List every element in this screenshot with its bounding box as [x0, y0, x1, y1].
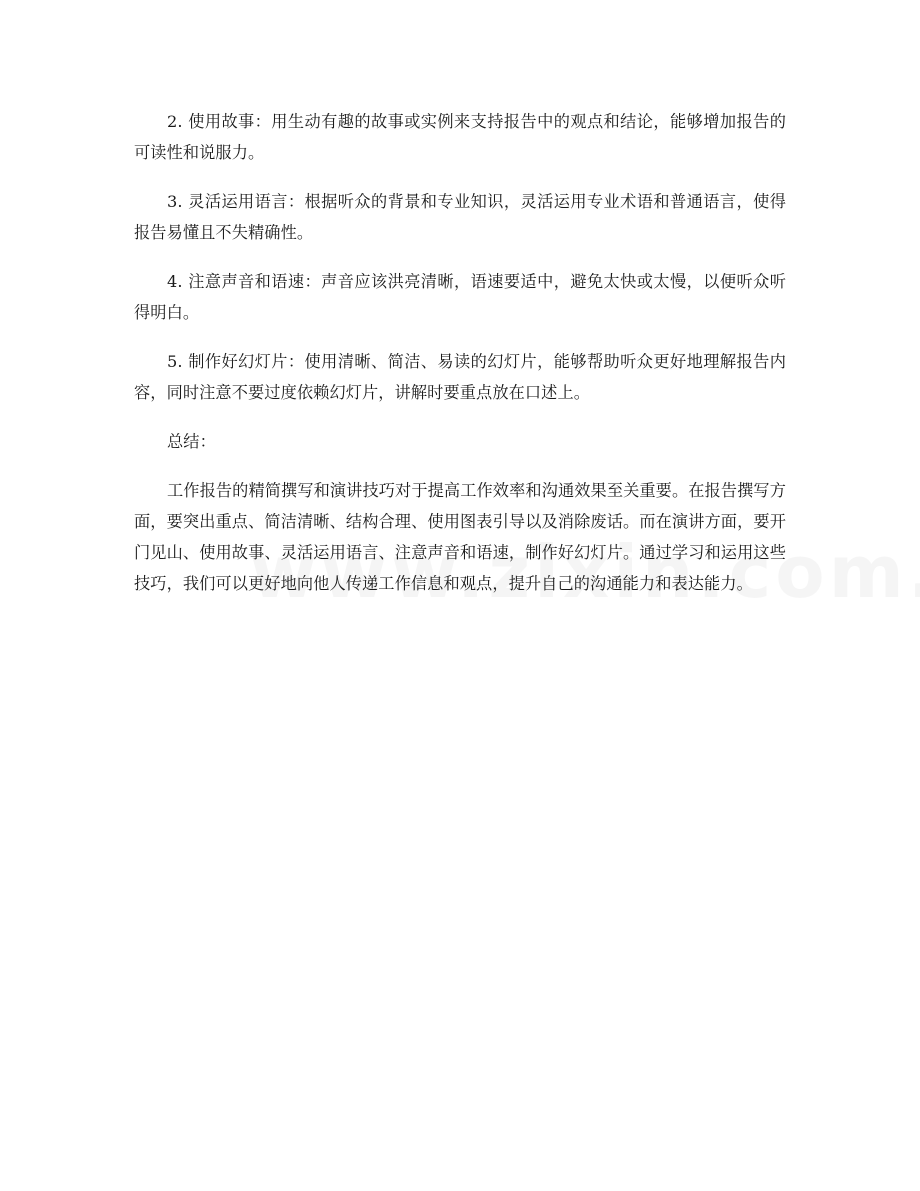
paragraph-item-4: 4. 注意声音和语速：声音应该洪亮清晰，语速要适中，避免太快或太慢，以便听众听得明白。	[134, 272, 786, 322]
summary-heading: 总结：	[167, 432, 216, 451]
paragraph-item-5: 5. 制作好幻灯片：使用清晰、简洁、易读的幻灯片，能够帮助听众更好地理解报告内容，同时注意不要过度依赖幻灯片，讲解时要重点放在口述上。	[134, 352, 786, 402]
document-body	[134, 106, 786, 617]
summary-paragraph: 工作报告的精简撰写和演讲技巧对于提高工作效率和沟通效果至关重要。在报告撰写方面，要突出重点、简洁清晰、结构合理、使用图表引导以及消除废话。而在演讲方面，要开门见山、使用故事、灵活运用语言、注意声音和语速，制作好幻灯片。通过学习和运用这些技巧，我们可以更好地向他人传递工作信息和观点，提升自己的沟通能力和表达能力。	[134, 481, 786, 593]
paragraph-item-3: 3. 灵活运用语言：根据听众的背景和专业知识，灵活运用专业术语和普通语言，使得报告易懂且不失精确性。	[134, 192, 786, 242]
paragraph-item-2: 2. 使用故事：用生动有趣的故事或实例来支持报告中的观点和结论，能够增加报告的可读性和说服力。	[134, 112, 786, 162]
